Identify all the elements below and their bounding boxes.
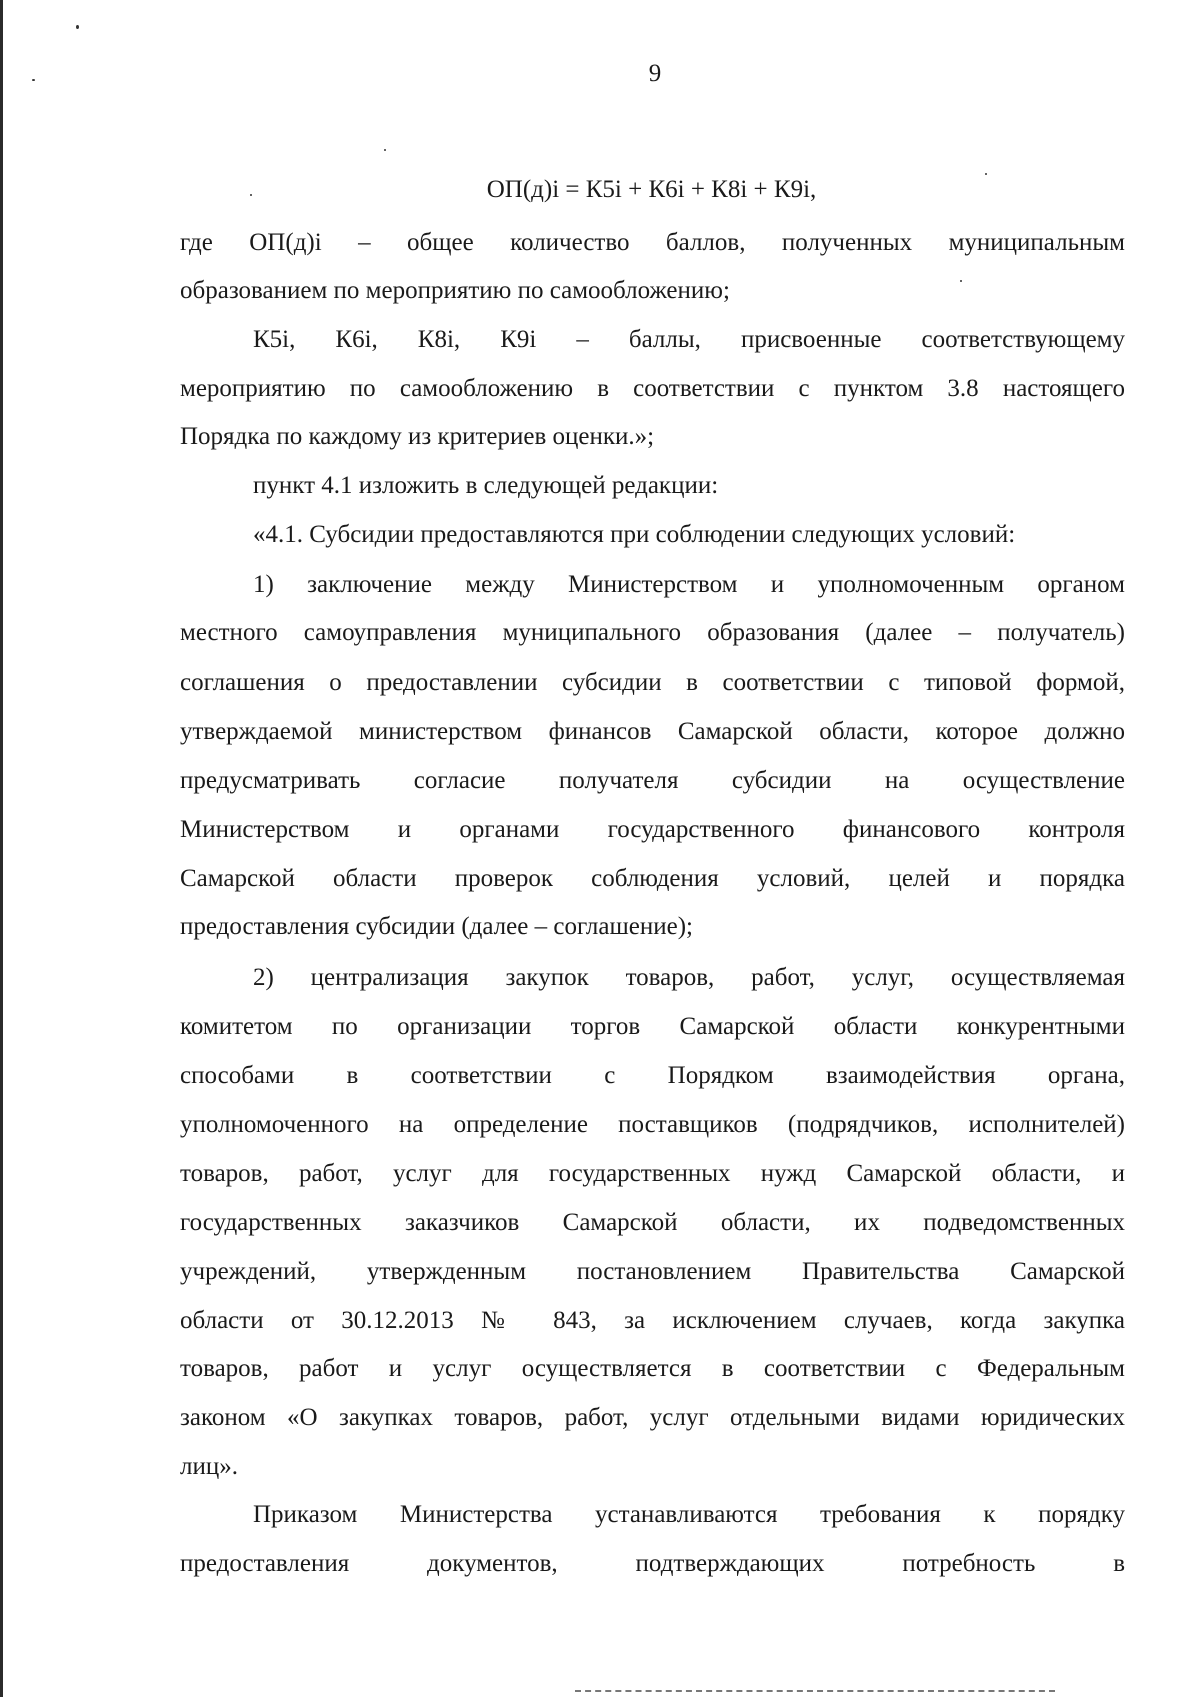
text-line: способами в соответствии с Порядком взаимодействия органа,	[180, 1062, 1125, 1089]
text-line: товаров, работ и услуг осуществляется в соответствии с Федеральным	[180, 1355, 1125, 1382]
text-line: местного самоуправления муниципального образования (далее – получатель)	[180, 619, 1125, 646]
text-line: товаров, работ, услуг для государственных нужд Самарской области, и	[180, 1160, 1125, 1187]
text-line: области от 30.12.2013 № 843, за исключением случаев, когда закупка	[180, 1307, 1125, 1334]
footer-dashed-rule	[575, 1690, 1055, 1692]
text-line: мероприятию по самообложению в соответствии с пунктом 3.8 настоящего	[180, 375, 1125, 402]
text-line: 1) заключение между Министерством и уполномоченным органом	[253, 571, 1125, 598]
text-line: уполномоченного на определение поставщиков (подрядчиков, исполнителей)	[180, 1111, 1125, 1138]
page-number: 9	[648, 60, 662, 87]
text-line: законом «О закупках товаров, работ, услуг отдельными видами юридических	[180, 1404, 1125, 1431]
text-line: Самарской области проверок соблюдения условий, целей и порядка	[180, 865, 1125, 892]
text-line: Приказом Министерства устанавливаются требования к порядку	[253, 1501, 1125, 1528]
scan-speck	[384, 149, 386, 151]
text-line: предоставления субсидии (далее – соглашение);	[180, 913, 693, 940]
formula: ОП(д)i = К5i + К6i + К8i + К9i,	[486, 176, 817, 203]
text-line: соглашения о предоставлении субсидии в соответствии с типовой формой,	[180, 669, 1125, 696]
text-line: «4.1. Субсидии предоставляются при соблюдении следующих условий:	[253, 521, 1016, 548]
text-line: комитетом по организации торгов Самарской области конкурентными	[180, 1013, 1125, 1040]
text-line: К5i, К6i, К8i, К9i – баллы, присвоенные соответствующему	[253, 326, 1125, 353]
scan-speck	[76, 25, 79, 29]
text-line: учреждений, утвержденным постановлением Правительства Самарской	[180, 1258, 1125, 1285]
text-line: Министерством и органами государственного финансового контроля	[180, 816, 1125, 843]
text-line: утверждаемой министерством финансов Самарской области, которое должно	[180, 718, 1125, 745]
text-line: Порядка по каждому из критериев оценки.»;	[180, 423, 655, 450]
text-line: государственных заказчиков Самарской области, их подведомственных	[180, 1209, 1125, 1236]
text-line: пункт 4.1 изложить в следующей редакции:	[253, 472, 719, 499]
text-line: предусматривать согласие получателя субсидии на осуществление	[180, 767, 1125, 794]
text-line: образованием по мероприятию по самообложению;	[180, 277, 730, 304]
text-line: лиц».	[180, 1453, 238, 1480]
scan-page-edge	[0, 0, 3, 1697]
scan-speck	[985, 173, 987, 175]
text-line: предоставления документов, подтверждающих потребность в	[180, 1550, 1125, 1577]
text-line: где ОП(д)i – общее количество баллов, полученных муниципальным	[180, 229, 1125, 256]
text-line: 2) централизация закупок товаров, работ, услуг, осуществляемая	[253, 964, 1125, 991]
